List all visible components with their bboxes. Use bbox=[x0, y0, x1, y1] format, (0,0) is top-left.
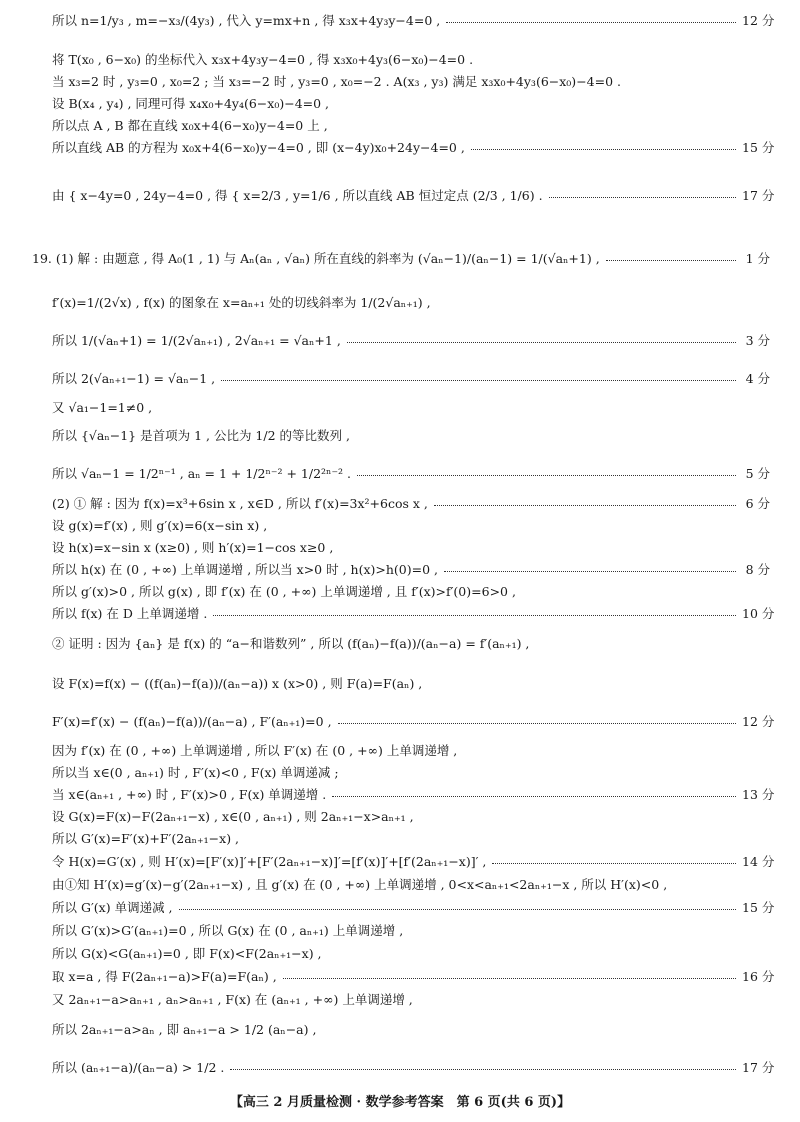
solution-line bbox=[0, 392, 800, 422]
line-text: 所以 2(√aₙ₊₁−1) = √aₙ−1 , bbox=[52, 371, 216, 386]
solution-line bbox=[0, 1014, 800, 1044]
solution-line bbox=[0, 706, 800, 736]
solution-line bbox=[0, 458, 800, 488]
dot-leader bbox=[221, 379, 736, 381]
line-text: 所以 f(x) 在 D 上单调递增 . bbox=[52, 606, 208, 621]
dot-leader bbox=[213, 614, 736, 616]
dot-leader bbox=[347, 341, 736, 343]
line-text: ② 证明 : 因为 {aₙ} 是 f(x) 的 “a−和谐数列” , 所以 (f(aₙ)−f(a))/(aₙ−a) = f′(aₙ₊₁) , bbox=[52, 636, 530, 651]
score-label: 1 分 bbox=[745, 251, 770, 266]
line-text: 由 { x−4y=0 , 24y−4=0 , 得 { x=2/3 , y=1/6 , 所以直线 AB 恒过定点 (2/3 , 1/6) . bbox=[52, 188, 543, 203]
line-text: 又 √a₁−1=1≠0 , bbox=[52, 400, 153, 415]
score-label: 13 分 bbox=[742, 787, 775, 802]
solution-line bbox=[0, 363, 800, 393]
score-label: 4 分 bbox=[745, 371, 770, 386]
line-text: 设 B(x₄ , y₄) , 同理可得 x₄x₀+4y₄(6−x₀)−4=0 , bbox=[52, 96, 330, 111]
score-label: 16 分 bbox=[742, 969, 775, 984]
line-text: 因为 f′(x) 在 (0 , +∞) 上单调递增 , 所以 F′(x) 在 (0 , +∞) 上单调递增 , bbox=[52, 743, 458, 758]
line-text: 所以 (aₙ₊₁−a)/(aₙ−a) > 1/2 . bbox=[52, 1060, 225, 1075]
score-label: 15 分 bbox=[742, 140, 775, 155]
dot-leader bbox=[444, 570, 736, 572]
line-text: 令 H(x)=G′(x) , 则 H′(x)=[F′(x)]′+[F′(2aₙ₊₁−x)]′=[f′(x)]′+[f′(2aₙ₊₁−x)]′ , bbox=[52, 854, 487, 869]
dot-leader bbox=[606, 259, 736, 261]
dot-leader bbox=[471, 148, 736, 150]
line-text: 设 G(x)=F(x)−F(2aₙ₊₁−x) , x∈(0 , aₙ₊₁) , 则 2aₙ₊₁−x>aₙ₊₁ , bbox=[52, 809, 414, 824]
line-text: 由①知 H′(x)=g′(x)−g′(2aₙ₊₁−x) , 且 g′(x) 在 (0 , +∞) 上单调递增 , 0<x<aₙ₊₁<2aₙ₊₁−x , 所以 H′(x)<0 , bbox=[52, 877, 668, 892]
line-text: 所以点 A , B 都在直线 x₀x+4(6−x₀)y−4=0 上 , bbox=[52, 118, 328, 133]
solution-line bbox=[0, 628, 800, 658]
solution-line bbox=[0, 132, 800, 162]
line-text: 19. (1) 解 : 由题意 , 得 A₀(1 , 1) 与 Aₙ(aₙ , √aₙ) 所在直线的斜率为 (√aₙ−1)/(aₙ−1) = 1/(√aₙ+1) , bbox=[32, 251, 600, 266]
score-label: 17 分 bbox=[742, 1060, 775, 1075]
dot-leader bbox=[332, 795, 736, 797]
line-text: 将 T(x₀ , 6−x₀) 的坐标代入 x₃x+4y₃y−4=0 , 得 x₃x₀+4y₃(6−x₀)−4=0 . bbox=[52, 52, 474, 67]
dot-leader bbox=[230, 1068, 736, 1070]
solution-line bbox=[0, 5, 800, 35]
line-text: 设 h(x)=x−sin x (x≥0) , 则 h′(x)=1−cos x≥0 , bbox=[52, 540, 334, 555]
solution-line bbox=[0, 598, 800, 628]
line-text: 所以 {√aₙ−1} 是首项为 1 , 公比为 1/2 的等比数列 , bbox=[52, 428, 350, 443]
line-text: 所以 1/(√aₙ+1) = 1/(2√aₙ₊₁) , 2√aₙ₊₁ = √aₙ+1 , bbox=[52, 333, 341, 348]
score-label: 6 分 bbox=[745, 496, 770, 511]
line-text: (2) ① 解 : 因为 f(x)=x³+6sin x , x∈D , 所以 f′(x)=3x²+6cos x , bbox=[52, 496, 428, 511]
line-text: 当 x∈(aₙ₊₁ , +∞) 时 , F′(x)>0 , F(x) 单调递增 . bbox=[52, 787, 327, 802]
line-text: 所以 G′(x)>G′(aₙ₊₁)=0 , 所以 G(x) 在 (0 , aₙ₊₁) 上单调递增 , bbox=[52, 923, 404, 938]
solution-line bbox=[0, 668, 800, 698]
line-text: 所以 g′(x)>0 , 所以 g(x) , 即 f′(x) 在 (0 , +∞) 上单调递增 , 且 f′(x)>f′(0)=6>0 , bbox=[52, 584, 516, 599]
dot-leader bbox=[338, 722, 736, 724]
solution-line bbox=[0, 180, 800, 210]
solution-line bbox=[0, 325, 800, 355]
solution-line bbox=[0, 287, 800, 317]
solution-line bbox=[0, 1052, 800, 1082]
solution-line bbox=[0, 420, 800, 450]
line-text: F′(x)=f′(x) − (f(aₙ)−f(a))/(aₙ−a) , F′(aₙ₊₁)=0 , bbox=[52, 713, 332, 729]
line-text: 所以 G′(x) 单调递减 , bbox=[52, 900, 173, 915]
score-label: 10 分 bbox=[742, 606, 775, 621]
line-text: 设 g(x)=f′(x) , 则 g′(x)=6(x−sin x) , bbox=[52, 518, 268, 533]
dot-leader bbox=[446, 21, 736, 23]
line-text: 所以 2aₙ₊₁−a>aₙ , 即 aₙ₊₁−a > 1/2 (aₙ−a) , bbox=[52, 1022, 317, 1037]
line-text: 所以直线 AB 的方程为 x₀x+4(6−x₀)y−4=0 , 即 (x−4y)x₀+24y−4=0 , bbox=[52, 140, 465, 155]
score-label: 12 分 bbox=[742, 714, 775, 729]
dot-leader bbox=[492, 862, 736, 864]
page-footer: 【高三 2 月质量检测 · 数学参考答案 第 6 页(共 6 页)】 bbox=[229, 1095, 571, 1110]
score-label: 3 分 bbox=[745, 333, 770, 348]
score-label: 8 分 bbox=[745, 562, 770, 577]
line-text: 所以 n=1/y₃ , m=−x₃/(4y₃) , 代入 y=mx+n , 得 x₃x+4y₃y−4=0 , bbox=[52, 13, 441, 28]
line-text: 所以 h(x) 在 (0 , +∞) 上单调递增 , 所以当 x>0 时 , h(x)>h(0)=0 , bbox=[52, 562, 438, 577]
dot-leader bbox=[283, 977, 736, 979]
dot-leader bbox=[179, 908, 736, 910]
score-label: 15 分 bbox=[742, 900, 775, 915]
line-text: 当 x₃=2 时 , y₃=0 , x₀=2 ; 当 x₃=−2 时 , y₃=0 , x₀=−2 . A(x₃ , y₃) 满足 x₃x₀+4y₃(6−x₀)−4=0 . bbox=[52, 74, 621, 89]
line-text: 所以当 x∈(0 , aₙ₊₁) 时 , F′(x)<0 , F(x) 单调递减 ; bbox=[52, 765, 339, 780]
score-label: 14 分 bbox=[742, 854, 775, 869]
score-label: 5 分 bbox=[745, 466, 770, 481]
line-text: 又 2aₙ₊₁−a>aₙ₊₁ , aₙ>aₙ₊₁ , F(x) 在 (aₙ₊₁ , +∞) 上单调递增 , bbox=[52, 992, 413, 1007]
line-text: 所以 G(x)<G(aₙ₊₁)=0 , 即 F(x)<F(2aₙ₊₁−x) , bbox=[52, 946, 322, 961]
dot-leader bbox=[357, 474, 736, 476]
score-label: 17 分 bbox=[742, 188, 775, 203]
solution-line bbox=[0, 984, 800, 1014]
line-text: 所以 G′(x)=F′(x)+F′(2aₙ₊₁−x) , bbox=[52, 831, 240, 846]
solution-line bbox=[0, 243, 800, 273]
score-label: 12 分 bbox=[742, 13, 775, 28]
line-text: 设 F(x)=f(x) − ((f(aₙ)−f(a))/(aₙ−a)) x (x>0) , 则 F(a)=F(aₙ) , bbox=[52, 676, 423, 691]
line-text: 所以 √aₙ−1 = 1/2ⁿ⁻¹ , aₙ = 1 + 1/2ⁿ⁻² + 1/2²ⁿ⁻² . bbox=[52, 466, 351, 481]
line-text: 取 x=a , 得 F(2aₙ₊₁−a)>F(a)=F(aₙ) , bbox=[52, 969, 277, 984]
dot-leader bbox=[549, 196, 736, 198]
line-text: f′(x)=1/(2√x) , f(x) 的图象在 x=aₙ₊₁ 处的切线斜率为 1/(2√aₙ₊₁) , bbox=[52, 295, 431, 310]
dot-leader bbox=[434, 504, 736, 506]
